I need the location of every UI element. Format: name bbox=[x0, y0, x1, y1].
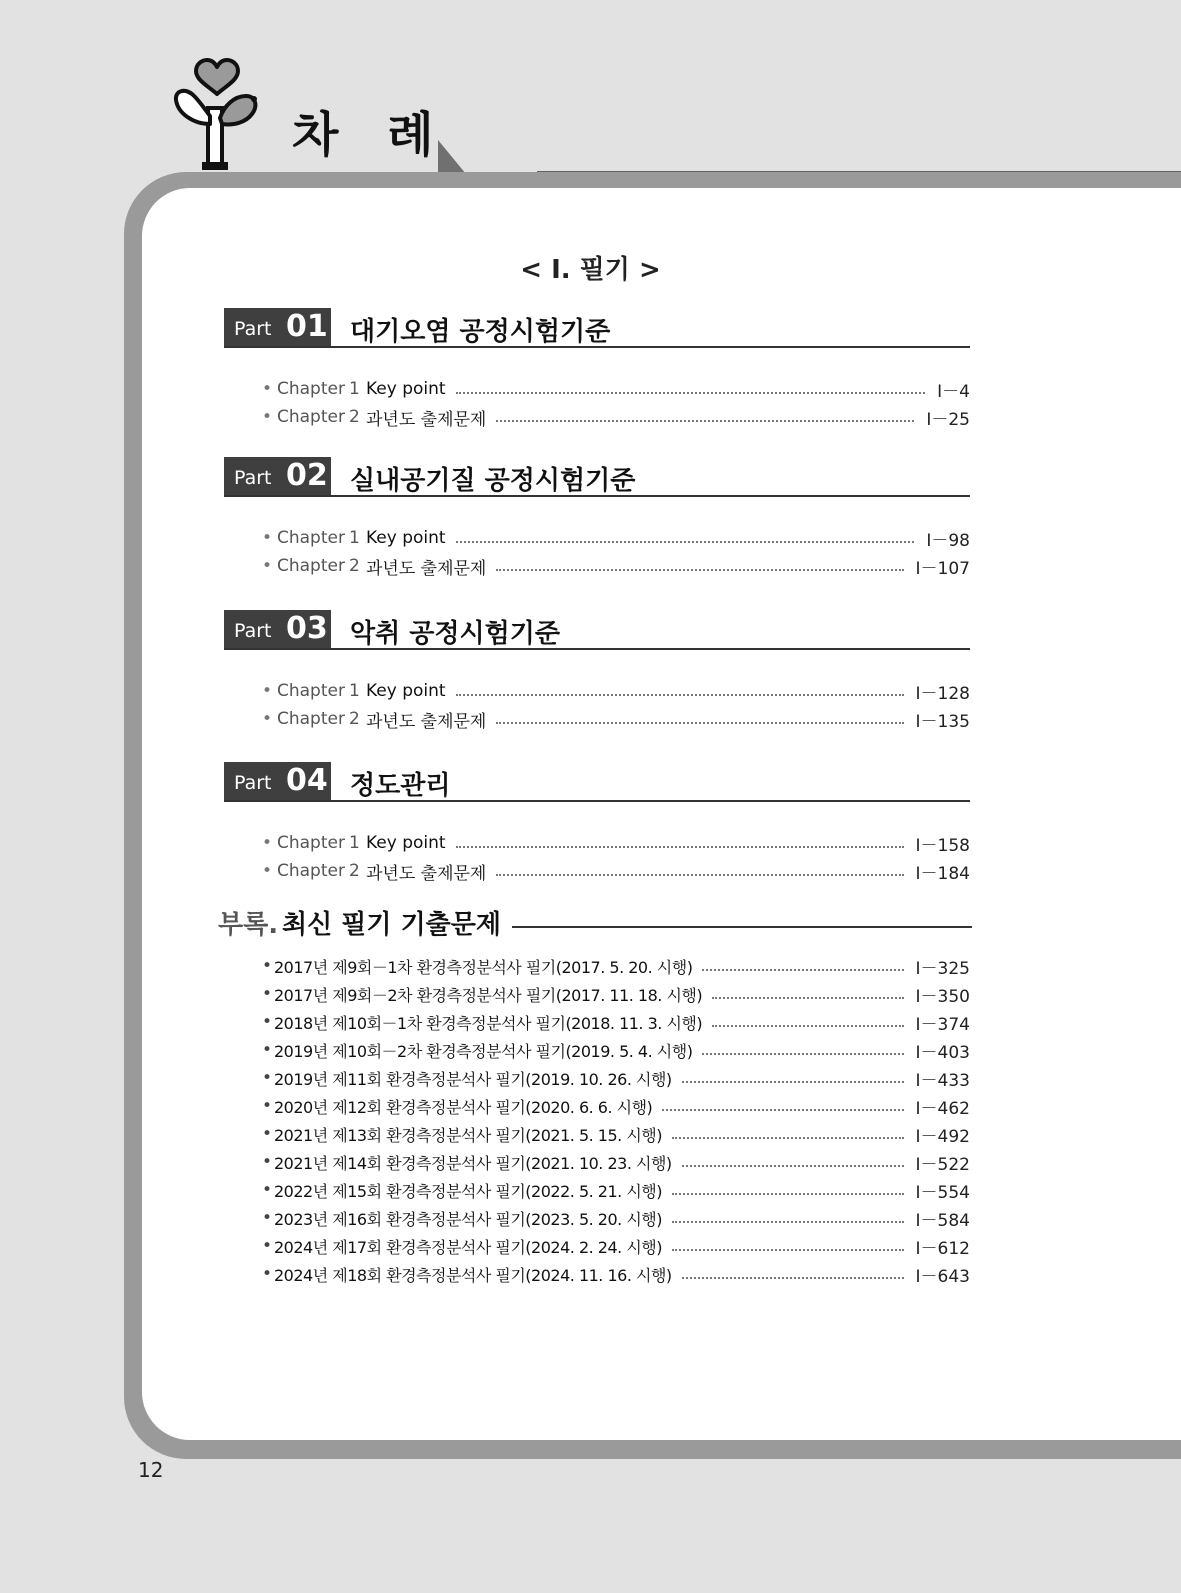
bullet: • bbox=[262, 1152, 273, 1172]
dot-leader bbox=[712, 1023, 903, 1027]
toc-entry[interactable] bbox=[224, 1008, 970, 1036]
dot-leader bbox=[456, 692, 904, 696]
exam-title: 2019년 제10회－2차 환경측정분석사 필기(2019. 5. 4. 시행) bbox=[274, 1041, 693, 1061]
chapter-title: 과년도 출제문제 bbox=[366, 558, 487, 579]
appendix-rule bbox=[512, 926, 972, 928]
chapter-number: 2 bbox=[349, 407, 360, 427]
chapter-title: 과년도 출제문제 bbox=[366, 409, 487, 430]
dot-leader bbox=[662, 1107, 903, 1111]
chapter-label: Chapter bbox=[277, 379, 345, 399]
page-ref: Ⅰ－4 bbox=[937, 381, 970, 402]
bullet: • bbox=[262, 1124, 273, 1144]
toc-entry[interactable] bbox=[224, 829, 970, 857]
part-label: Part bbox=[234, 318, 272, 340]
chapter-number: 1 bbox=[349, 681, 360, 701]
exam-title: 2017년 제9회－1차 환경측정분석사 필기(2017. 5. 20. 시행) bbox=[274, 957, 693, 977]
part-03 bbox=[224, 610, 970, 733]
part-number: 01 bbox=[286, 309, 328, 344]
bullet: • bbox=[262, 1180, 273, 1200]
exam-title: 2020년 제12회 환경측정분석사 필기(2020. 6. 6. 시행) bbox=[274, 1097, 653, 1117]
exam-title: 2019년 제11회 환경측정분석사 필기(2019. 10. 26. 시행) bbox=[274, 1069, 672, 1089]
exam-title: 2021년 제13회 환경측정분석사 필기(2021. 5. 15. 시행) bbox=[274, 1125, 662, 1145]
part-header bbox=[224, 308, 970, 348]
toc-entry[interactable] bbox=[224, 1120, 970, 1148]
bullet: • bbox=[262, 556, 273, 576]
chapter-label: Chapter bbox=[277, 556, 345, 576]
part-header bbox=[224, 457, 970, 497]
toc-entry[interactable] bbox=[224, 1036, 970, 1064]
toc-entry[interactable] bbox=[224, 677, 970, 705]
exam-title: 2017년 제9회－2차 환경측정분석사 필기(2017. 11. 18. 시행) bbox=[274, 985, 703, 1005]
page-ref: Ⅰ－643 bbox=[915, 1266, 970, 1287]
chapter-list bbox=[224, 375, 970, 431]
dot-leader bbox=[456, 390, 926, 394]
page-ref: Ⅰ－433 bbox=[915, 1070, 970, 1091]
part-04 bbox=[224, 762, 970, 885]
exam-title: 2024년 제18회 환경측정분석사 필기(2024. 11. 16. 시행) bbox=[274, 1265, 672, 1285]
bullet: • bbox=[262, 407, 273, 427]
bullet: • bbox=[262, 681, 273, 701]
bullet: • bbox=[262, 956, 273, 976]
page-ref: Ⅰ－98 bbox=[926, 530, 970, 551]
page-ref: Ⅰ－554 bbox=[915, 1182, 970, 1203]
exam-title: 2022년 제15회 환경측정분석사 필기(2022. 5. 21. 시행) bbox=[274, 1181, 662, 1201]
dot-leader bbox=[496, 567, 903, 571]
bullet: • bbox=[262, 1096, 273, 1116]
exam-title: 2021년 제14회 환경측정분석사 필기(2021. 10. 23. 시행) bbox=[274, 1153, 672, 1173]
chapter-label: Chapter bbox=[277, 407, 345, 427]
toc-entry[interactable] bbox=[224, 857, 970, 885]
frame-tab-fold bbox=[438, 140, 466, 174]
dot-leader bbox=[712, 995, 903, 999]
chapter-number: 2 bbox=[349, 861, 360, 881]
page-ref: Ⅰ－128 bbox=[915, 683, 970, 704]
chapter-label: Chapter bbox=[277, 528, 345, 548]
bullet: • bbox=[262, 1208, 273, 1228]
chapter-list bbox=[224, 677, 970, 733]
part-label: Part bbox=[234, 772, 272, 794]
page-ref: Ⅰ－350 bbox=[915, 986, 970, 1007]
chapter-title: Key point bbox=[366, 833, 446, 853]
chapter-list bbox=[224, 524, 970, 580]
page-ref: Ⅰ－325 bbox=[915, 958, 970, 979]
bullet: • bbox=[262, 1264, 273, 1284]
toc-entry[interactable] bbox=[224, 1260, 970, 1288]
part-label: Part bbox=[234, 620, 272, 642]
dot-leader bbox=[702, 1051, 903, 1055]
part-title: 악취 공정시험기준 bbox=[350, 619, 560, 649]
toc-entry[interactable] bbox=[224, 952, 970, 980]
dot-leader bbox=[672, 1191, 904, 1195]
appendix-title: 최신 필기 기출문제 bbox=[282, 910, 502, 940]
chapter-number: 1 bbox=[349, 379, 360, 399]
part-title: 대기오염 공정시험기준 bbox=[350, 317, 611, 347]
toc-entry[interactable] bbox=[224, 552, 970, 580]
dot-leader bbox=[456, 539, 915, 543]
dot-leader bbox=[496, 418, 914, 422]
page-ref: Ⅰ－158 bbox=[915, 835, 970, 856]
dot-leader bbox=[496, 872, 903, 876]
chapter-label: Chapter bbox=[277, 709, 345, 729]
page-title: 차 례 bbox=[292, 107, 450, 163]
page-ref: Ⅰ－462 bbox=[915, 1098, 970, 1119]
toc-entry[interactable] bbox=[224, 403, 970, 431]
chapter-label: Chapter bbox=[277, 681, 345, 701]
chapter-number: 1 bbox=[349, 833, 360, 853]
part-header bbox=[224, 610, 970, 650]
toc-entry[interactable] bbox=[224, 1064, 970, 1092]
page-ref: Ⅰ－107 bbox=[915, 558, 970, 579]
bullet: • bbox=[262, 528, 273, 548]
heart-sprout-icon bbox=[172, 58, 262, 172]
part-01 bbox=[224, 308, 970, 431]
toc-entry[interactable] bbox=[224, 1204, 970, 1232]
chapter-title: 과년도 출제문제 bbox=[366, 863, 487, 884]
dot-leader bbox=[496, 720, 903, 724]
toc-entry[interactable] bbox=[224, 524, 970, 552]
bullet: • bbox=[262, 861, 273, 881]
toc-entry[interactable] bbox=[224, 1176, 970, 1204]
bullet: • bbox=[262, 379, 273, 399]
part-badge bbox=[224, 308, 331, 346]
bullet: • bbox=[262, 1068, 273, 1088]
page-ref: Ⅰ－135 bbox=[915, 711, 970, 732]
chapter-number: 2 bbox=[349, 556, 360, 576]
part-badge bbox=[224, 457, 331, 495]
part-label: Part bbox=[234, 467, 272, 489]
page-ref: Ⅰ－492 bbox=[915, 1126, 970, 1147]
exam-title: 2024년 제17회 환경측정분석사 필기(2024. 2. 24. 시행) bbox=[274, 1237, 662, 1257]
dot-leader bbox=[682, 1163, 904, 1167]
page-ref: Ⅰ－184 bbox=[915, 863, 970, 884]
part-badge bbox=[224, 762, 331, 800]
chapter-title: Key point bbox=[366, 528, 446, 548]
dot-leader bbox=[682, 1275, 904, 1279]
page-number: 12 bbox=[138, 1458, 164, 1482]
part-badge bbox=[224, 610, 331, 648]
part-title: 정도관리 bbox=[350, 771, 451, 801]
chapter-number: 2 bbox=[349, 709, 360, 729]
dot-leader bbox=[682, 1079, 904, 1083]
section-heading: < Ⅰ. 필기 > bbox=[520, 255, 661, 285]
part-header bbox=[224, 762, 970, 802]
appendix-label: 부록. bbox=[218, 910, 279, 940]
page-ref: Ⅰ－25 bbox=[926, 409, 970, 430]
chapter-title: Key point bbox=[366, 379, 446, 399]
exam-title: 2023년 제16회 환경측정분석사 필기(2023. 5. 20. 시행) bbox=[274, 1209, 662, 1229]
page-ref: Ⅰ－612 bbox=[915, 1238, 970, 1259]
dot-leader bbox=[672, 1219, 904, 1223]
page-ref: Ⅰ－374 bbox=[915, 1014, 970, 1035]
chapter-title: 과년도 출제문제 bbox=[366, 711, 487, 732]
bullet: • bbox=[262, 1236, 273, 1256]
page-ref: Ⅰ－522 bbox=[915, 1154, 970, 1175]
toc-entry[interactable] bbox=[224, 705, 970, 733]
part-02 bbox=[224, 457, 970, 580]
bullet: • bbox=[262, 833, 273, 853]
bullet: • bbox=[262, 1012, 273, 1032]
dot-leader bbox=[672, 1135, 904, 1139]
bullet: • bbox=[262, 709, 273, 729]
toc-entry[interactable] bbox=[224, 1232, 970, 1260]
toc-entry[interactable] bbox=[224, 375, 970, 403]
appendix-list bbox=[224, 952, 970, 1288]
chapter-list bbox=[224, 829, 970, 885]
dot-leader bbox=[672, 1247, 904, 1251]
chapter-label: Chapter bbox=[277, 861, 345, 881]
part-title: 실내공기질 공정시험기준 bbox=[350, 466, 636, 496]
exam-title: 2018년 제10회－1차 환경측정분석사 필기(2018. 11. 3. 시행) bbox=[274, 1013, 703, 1033]
toc-entry[interactable] bbox=[224, 980, 970, 1008]
part-number: 03 bbox=[286, 611, 328, 646]
bullet: • bbox=[262, 1040, 273, 1060]
chapter-number: 1 bbox=[349, 528, 360, 548]
toc-entry[interactable] bbox=[224, 1148, 970, 1176]
part-number: 04 bbox=[286, 763, 328, 798]
chapter-label: Chapter bbox=[277, 833, 345, 853]
chapter-title: Key point bbox=[366, 681, 446, 701]
page-ref: Ⅰ－584 bbox=[915, 1210, 970, 1231]
dot-leader bbox=[702, 967, 903, 971]
dot-leader bbox=[456, 844, 904, 848]
toc-entry[interactable] bbox=[224, 1092, 970, 1120]
bullet: • bbox=[262, 984, 273, 1004]
part-number: 02 bbox=[286, 458, 328, 493]
appendix-header bbox=[218, 904, 972, 938]
page-ref: Ⅰ－403 bbox=[915, 1042, 970, 1063]
